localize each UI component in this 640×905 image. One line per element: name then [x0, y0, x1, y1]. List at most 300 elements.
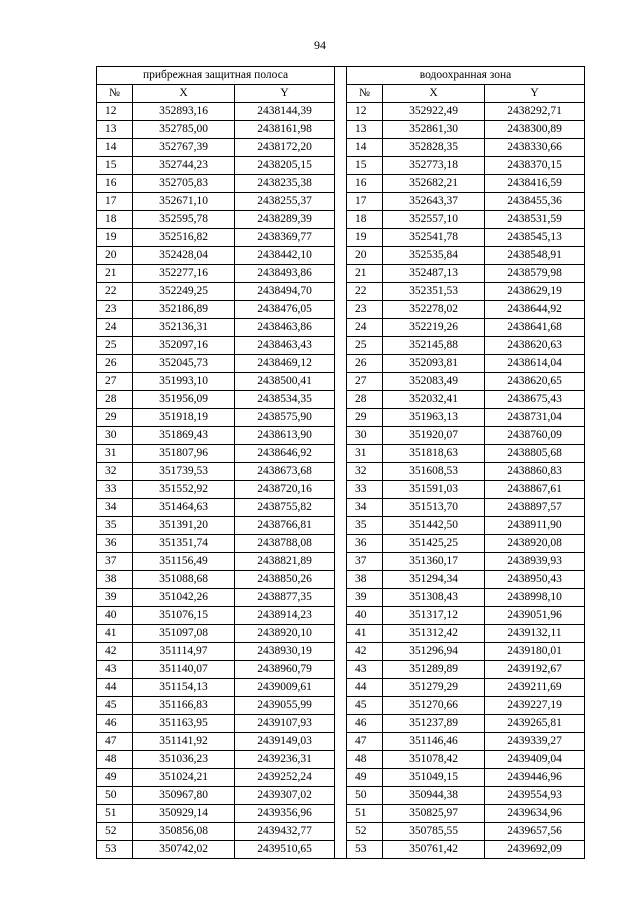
cell-x-left: 352249,25: [133, 283, 235, 301]
cell-number-right: 40: [347, 607, 383, 625]
cell-y-right: 2439446,96: [485, 769, 585, 787]
cell-number-right: 25: [347, 337, 383, 355]
cell-number-left: 51: [97, 805, 133, 823]
cell-number-right: 43: [347, 661, 383, 679]
cell-number-left: 43: [97, 661, 133, 679]
table-row: [97, 553, 585, 571]
column-gap: [335, 211, 347, 229]
table-row: [97, 643, 585, 661]
cell-x-right: 351591,03: [383, 481, 485, 499]
cell-x-left: 352516,82: [133, 229, 235, 247]
cell-y-right: 2438641,68: [485, 319, 585, 337]
cell-number-right: 46: [347, 715, 383, 733]
cell-number-right: 24: [347, 319, 383, 337]
column-gap: [335, 607, 347, 625]
cell-x-right: 352278,02: [383, 301, 485, 319]
cell-number-right: 41: [347, 625, 383, 643]
cell-number-right: 20: [347, 247, 383, 265]
cell-number-right: 30: [347, 427, 383, 445]
cell-x-left: 351918,19: [133, 409, 235, 427]
cell-number-right: 33: [347, 481, 383, 499]
cell-x-left: 351739,53: [133, 463, 235, 481]
table-row: [97, 445, 585, 463]
cell-x-right: 351360,17: [383, 553, 485, 571]
cell-x-left: 352428,04: [133, 247, 235, 265]
cell-number-right: 12: [347, 103, 383, 121]
cell-number-left: 53: [97, 841, 133, 859]
section-header-row: [97, 67, 585, 85]
table-row: [97, 715, 585, 733]
cell-number-right: 27: [347, 373, 383, 391]
cell-number-left: 25: [97, 337, 133, 355]
table-row: [97, 679, 585, 697]
cell-x-right: 352032,41: [383, 391, 485, 409]
cell-y-left: 2438289,39: [235, 211, 335, 229]
cell-x-left: 351156,49: [133, 553, 235, 571]
cell-y-right: 2439211,69: [485, 679, 585, 697]
cell-x-right: 352828,35: [383, 139, 485, 157]
column-gap: [335, 751, 347, 769]
column-gap: [335, 625, 347, 643]
cell-y-left: 2438493,86: [235, 265, 335, 283]
cell-x-right: 352351,53: [383, 283, 485, 301]
cell-x-left: 351464,63: [133, 499, 235, 517]
cell-number-left: 15: [97, 157, 133, 175]
column-gap: [335, 535, 347, 553]
column-gap: [335, 661, 347, 679]
cell-x-left: 351076,15: [133, 607, 235, 625]
cell-number-left: 22: [97, 283, 133, 301]
column-gap: [335, 445, 347, 463]
cell-y-right: 2438330,66: [485, 139, 585, 157]
cell-y-right: 2438545,13: [485, 229, 585, 247]
column-header-row: [97, 85, 585, 103]
cell-y-right: 2438675,43: [485, 391, 585, 409]
cell-x-left: 350742,02: [133, 841, 235, 859]
cell-x-left: 351141,92: [133, 733, 235, 751]
table-row: [97, 805, 585, 823]
section-title-right: водоохранная зона: [347, 67, 585, 85]
cell-number-right: 39: [347, 589, 383, 607]
cell-y-right: 2438860,83: [485, 463, 585, 481]
cell-y-left: 2439356,96: [235, 805, 335, 823]
column-header-number-left: №: [97, 85, 133, 103]
column-header-x-right: X: [383, 85, 485, 103]
cell-number-right: 36: [347, 535, 383, 553]
cell-x-right: 352093,81: [383, 355, 485, 373]
cell-y-left: 2439236,31: [235, 751, 335, 769]
table-row: [97, 751, 585, 769]
table-row: [97, 157, 585, 175]
cell-number-left: 39: [97, 589, 133, 607]
cell-x-left: 352136,31: [133, 319, 235, 337]
cell-x-right: 351608,53: [383, 463, 485, 481]
cell-x-right: 352922,49: [383, 103, 485, 121]
cell-number-left: 30: [97, 427, 133, 445]
column-gap: [335, 193, 347, 211]
cell-x-right: 352145,88: [383, 337, 485, 355]
column-gap: [335, 247, 347, 265]
cell-y-left: 2438469,12: [235, 355, 335, 373]
cell-x-right: 351237,89: [383, 715, 485, 733]
cell-y-left: 2438755,82: [235, 499, 335, 517]
column-gap: [335, 517, 347, 535]
cell-y-left: 2438500,41: [235, 373, 335, 391]
cell-number-right: 34: [347, 499, 383, 517]
cell-number-right: 48: [347, 751, 383, 769]
column-gap: [335, 175, 347, 193]
cell-x-left: 351088,68: [133, 571, 235, 589]
column-gap: [335, 481, 347, 499]
cell-y-right: 2438644,92: [485, 301, 585, 319]
cell-number-left: 28: [97, 391, 133, 409]
cell-y-right: 2439657,56: [485, 823, 585, 841]
cell-x-left: 352705,83: [133, 175, 235, 193]
cell-y-right: 2438629,19: [485, 283, 585, 301]
column-gap: [335, 499, 347, 517]
cell-x-left: 352595,78: [133, 211, 235, 229]
cell-y-left: 2438144,39: [235, 103, 335, 121]
cell-y-right: 2438614,04: [485, 355, 585, 373]
cell-number-left: 27: [97, 373, 133, 391]
cell-x-right: 351963,13: [383, 409, 485, 427]
column-gap: [335, 157, 347, 175]
cell-y-right: 2438920,08: [485, 535, 585, 553]
table-row: [97, 355, 585, 373]
table-row: [97, 247, 585, 265]
cell-y-right: 2438416,59: [485, 175, 585, 193]
column-header-x-left: X: [133, 85, 235, 103]
column-gap: [335, 283, 347, 301]
cell-y-right: 2438579,98: [485, 265, 585, 283]
cell-y-left: 2439009,61: [235, 679, 335, 697]
cell-y-right: 2439051,96: [485, 607, 585, 625]
table-row: [97, 517, 585, 535]
cell-x-left: 352277,16: [133, 265, 235, 283]
cell-y-right: 2439180,01: [485, 643, 585, 661]
cell-x-left: 352097,16: [133, 337, 235, 355]
cell-x-left: 351114,97: [133, 643, 235, 661]
cell-y-right: 2439634,96: [485, 805, 585, 823]
cell-y-right: 2439192,67: [485, 661, 585, 679]
table-row: [97, 193, 585, 211]
cell-x-right: 351289,89: [383, 661, 485, 679]
cell-x-right: 351146,46: [383, 733, 485, 751]
cell-y-left: 2438673,68: [235, 463, 335, 481]
cell-x-right: 351513,70: [383, 499, 485, 517]
cell-number-right: 29: [347, 409, 383, 427]
table-row: [97, 139, 585, 157]
cell-x-right: 352219,26: [383, 319, 485, 337]
cell-number-left: 24: [97, 319, 133, 337]
cell-number-right: 26: [347, 355, 383, 373]
cell-number-left: 16: [97, 175, 133, 193]
cell-number-left: 31: [97, 445, 133, 463]
column-gap: [335, 769, 347, 787]
column-gap: [335, 391, 347, 409]
column-gap: [335, 337, 347, 355]
cell-y-right: 2438939,93: [485, 553, 585, 571]
cell-number-right: 47: [347, 733, 383, 751]
column-header-number-right: №: [347, 85, 383, 103]
cell-number-right: 32: [347, 463, 383, 481]
cell-number-left: 18: [97, 211, 133, 229]
cell-y-right: 2438897,57: [485, 499, 585, 517]
cell-number-left: 29: [97, 409, 133, 427]
column-gap: [335, 427, 347, 445]
cell-number-right: 15: [347, 157, 383, 175]
cell-x-right: 351442,50: [383, 517, 485, 535]
cell-number-left: 36: [97, 535, 133, 553]
table-row: [97, 283, 585, 301]
cell-y-left: 2439055,99: [235, 697, 335, 715]
cell-x-right: 351049,15: [383, 769, 485, 787]
cell-y-left: 2439149,03: [235, 733, 335, 751]
column-gap: [335, 823, 347, 841]
cell-x-left: 351166,83: [133, 697, 235, 715]
cell-y-left: 2438920,10: [235, 625, 335, 643]
table-row: [97, 319, 585, 337]
cell-x-left: 350967,80: [133, 787, 235, 805]
cell-number-left: 46: [97, 715, 133, 733]
table-row: [97, 841, 585, 859]
cell-x-right: 351920,07: [383, 427, 485, 445]
column-gap: [335, 805, 347, 823]
cell-y-right: 2438292,71: [485, 103, 585, 121]
cell-number-right: 45: [347, 697, 383, 715]
cell-number-left: 37: [97, 553, 133, 571]
table-row: [97, 733, 585, 751]
table-row: [97, 535, 585, 553]
table-row: [97, 301, 585, 319]
table-row: [97, 265, 585, 283]
cell-number-right: 23: [347, 301, 383, 319]
table-row: [97, 103, 585, 121]
table-row: [97, 769, 585, 787]
cell-y-left: 2438766,81: [235, 517, 335, 535]
cell-number-left: 40: [97, 607, 133, 625]
cell-x-left: 352767,39: [133, 139, 235, 157]
cell-y-right: 2439339,27: [485, 733, 585, 751]
column-gap: [335, 67, 347, 85]
cell-y-left: 2438463,86: [235, 319, 335, 337]
cell-number-right: 31: [347, 445, 383, 463]
cell-x-left: 351042,26: [133, 589, 235, 607]
cell-y-left: 2438442,10: [235, 247, 335, 265]
column-gap: [335, 121, 347, 139]
table-row: [97, 661, 585, 679]
cell-x-right: 352541,78: [383, 229, 485, 247]
column-gap: [335, 841, 347, 859]
cell-number-right: 22: [347, 283, 383, 301]
cell-x-right: 352861,30: [383, 121, 485, 139]
cell-y-right: 2438950,43: [485, 571, 585, 589]
cell-x-right: 350761,42: [383, 841, 485, 859]
cell-number-right: 16: [347, 175, 383, 193]
cell-y-left: 2438161,98: [235, 121, 335, 139]
table-row: [97, 409, 585, 427]
cell-number-right: 28: [347, 391, 383, 409]
table-row: [97, 337, 585, 355]
cell-number-right: 49: [347, 769, 383, 787]
cell-x-right: 351078,42: [383, 751, 485, 769]
cell-number-left: 48: [97, 751, 133, 769]
column-gap: [335, 139, 347, 157]
cell-y-right: 2438531,59: [485, 211, 585, 229]
cell-x-right: 350944,38: [383, 787, 485, 805]
cell-x-right: 351296,94: [383, 643, 485, 661]
cell-y-left: 2438534,35: [235, 391, 335, 409]
table-row: [97, 391, 585, 409]
cell-x-right: 352487,13: [383, 265, 485, 283]
cell-y-left: 2438613,90: [235, 427, 335, 445]
cell-number-left: 26: [97, 355, 133, 373]
column-gap: [335, 265, 347, 283]
cell-y-right: 2438805,68: [485, 445, 585, 463]
cell-y-right: 2438370,15: [485, 157, 585, 175]
cell-y-left: 2438205,15: [235, 157, 335, 175]
cell-y-left: 2439107,93: [235, 715, 335, 733]
cell-y-right: 2438620,63: [485, 337, 585, 355]
column-gap: [335, 571, 347, 589]
table-row: [97, 481, 585, 499]
cell-x-right: 351312,42: [383, 625, 485, 643]
cell-x-left: 352744,23: [133, 157, 235, 175]
cell-number-left: 33: [97, 481, 133, 499]
cell-y-right: 2439409,04: [485, 751, 585, 769]
cell-number-right: 13: [347, 121, 383, 139]
column-gap: [335, 733, 347, 751]
column-gap: [335, 697, 347, 715]
column-gap: [335, 679, 347, 697]
table-row: [97, 823, 585, 841]
cell-y-right: 2438300,89: [485, 121, 585, 139]
cell-y-right: 2438760,09: [485, 427, 585, 445]
cell-x-left: 352671,10: [133, 193, 235, 211]
cell-y-left: 2439307,02: [235, 787, 335, 805]
cell-y-left: 2438646,92: [235, 445, 335, 463]
cell-y-left: 2438720,16: [235, 481, 335, 499]
cell-number-right: 53: [347, 841, 383, 859]
cell-y-right: 2439265,81: [485, 715, 585, 733]
cell-x-left: 352186,89: [133, 301, 235, 319]
table-row: [97, 175, 585, 193]
table-row: [97, 211, 585, 229]
cell-x-left: 351163,95: [133, 715, 235, 733]
cell-y-right: 2438911,90: [485, 517, 585, 535]
cell-x-left: 351869,43: [133, 427, 235, 445]
cell-x-left: 351993,10: [133, 373, 235, 391]
column-gap: [335, 409, 347, 427]
coordinates-table: [96, 66, 585, 859]
cell-x-left: 351097,08: [133, 625, 235, 643]
cell-x-right: 351270,66: [383, 697, 485, 715]
cell-number-left: 34: [97, 499, 133, 517]
cell-x-right: 352643,37: [383, 193, 485, 211]
cell-y-left: 2439432,77: [235, 823, 335, 841]
cell-number-left: 20: [97, 247, 133, 265]
cell-number-left: 44: [97, 679, 133, 697]
column-gap: [335, 85, 347, 103]
cell-number-right: 35: [347, 517, 383, 535]
cell-y-left: 2438914,23: [235, 607, 335, 625]
column-gap: [335, 787, 347, 805]
cell-x-left: 352785,00: [133, 121, 235, 139]
cell-y-right: 2438455,36: [485, 193, 585, 211]
cell-x-left: 350929,14: [133, 805, 235, 823]
cell-y-left: 2438960,79: [235, 661, 335, 679]
cell-y-left: 2438476,05: [235, 301, 335, 319]
cell-y-right: 2439554,93: [485, 787, 585, 805]
cell-x-right: 350785,55: [383, 823, 485, 841]
cell-number-right: 38: [347, 571, 383, 589]
column-gap: [335, 715, 347, 733]
cell-y-right: 2438867,61: [485, 481, 585, 499]
cell-x-right: 351425,25: [383, 535, 485, 553]
column-gap: [335, 355, 347, 373]
cell-y-right: 2438548,91: [485, 247, 585, 265]
column-gap: [335, 319, 347, 337]
cell-number-right: 42: [347, 643, 383, 661]
cell-x-left: 351956,09: [133, 391, 235, 409]
column-gap: [335, 103, 347, 121]
table-row: [97, 787, 585, 805]
cell-y-right: 2439227,19: [485, 697, 585, 715]
cell-number-right: 14: [347, 139, 383, 157]
cell-y-left: 2438850,26: [235, 571, 335, 589]
cell-x-right: 351818,63: [383, 445, 485, 463]
cell-x-left: 351552,92: [133, 481, 235, 499]
cell-y-left: 2439252,24: [235, 769, 335, 787]
cell-number-left: 47: [97, 733, 133, 751]
cell-x-left: 352893,16: [133, 103, 235, 121]
cell-number-left: 19: [97, 229, 133, 247]
cell-y-right: 2439692,09: [485, 841, 585, 859]
table-row: [97, 427, 585, 445]
page-number: 94: [314, 38, 326, 52]
cell-x-left: 351351,74: [133, 535, 235, 553]
cell-x-right: 352083,49: [383, 373, 485, 391]
cell-y-left: 2438575,90: [235, 409, 335, 427]
cell-number-right: 50: [347, 787, 383, 805]
cell-x-left: 351391,20: [133, 517, 235, 535]
cell-number-left: 41: [97, 625, 133, 643]
cell-x-left: 351140,07: [133, 661, 235, 679]
cell-x-right: 350825,97: [383, 805, 485, 823]
cell-y-right: 2439132,11: [485, 625, 585, 643]
cell-y-left: 2438821,89: [235, 553, 335, 571]
table-row: [97, 571, 585, 589]
cell-number-left: 32: [97, 463, 133, 481]
cell-y-left: 2438172,20: [235, 139, 335, 157]
table-row: [97, 373, 585, 391]
cell-y-left: 2438788,08: [235, 535, 335, 553]
cell-x-left: 351154,13: [133, 679, 235, 697]
cell-number-right: 21: [347, 265, 383, 283]
cell-number-left: 49: [97, 769, 133, 787]
cell-number-right: 37: [347, 553, 383, 571]
cell-y-left: 2438494,70: [235, 283, 335, 301]
cell-x-right: 352682,21: [383, 175, 485, 193]
cell-y-left: 2438877,35: [235, 589, 335, 607]
cell-number-left: 12: [97, 103, 133, 121]
cell-number-left: 42: [97, 643, 133, 661]
cell-number-right: 17: [347, 193, 383, 211]
cell-y-right: 2438998,10: [485, 589, 585, 607]
table-row: [97, 121, 585, 139]
cell-number-left: 52: [97, 823, 133, 841]
column-header-y-right: Y: [485, 85, 585, 103]
